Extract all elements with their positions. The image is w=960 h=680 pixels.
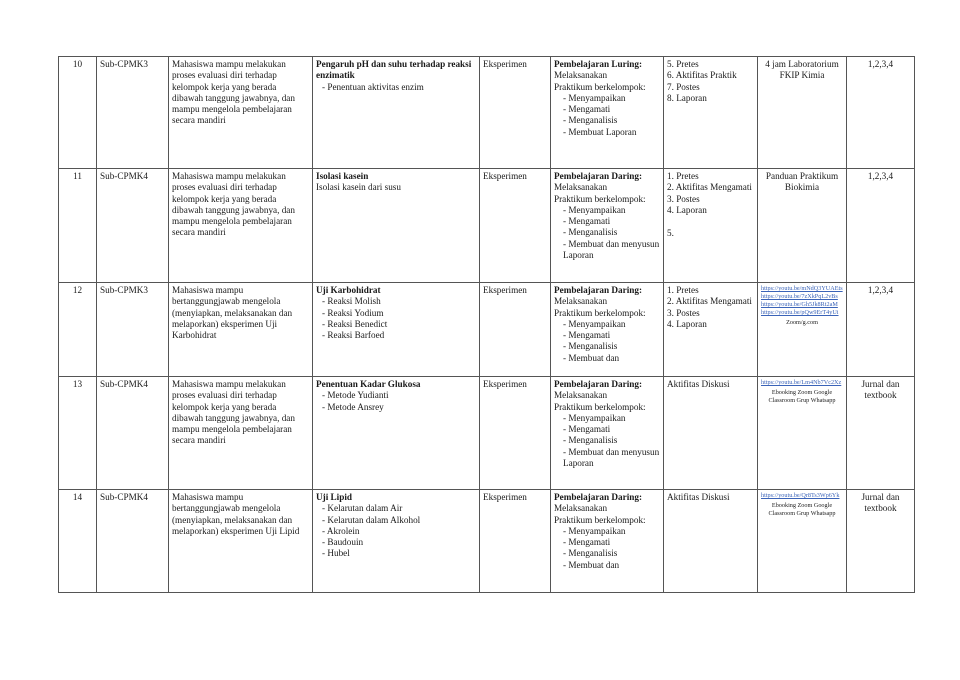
learning-item: - Menganalisis xyxy=(563,548,660,559)
cpmk-cell: Sub-CPMK4 xyxy=(97,377,169,490)
topic-text: Isolasi kasein dari susu xyxy=(316,182,401,193)
table-row xyxy=(59,283,915,377)
learning-list xyxy=(554,526,660,571)
topic-list xyxy=(316,390,476,413)
learning-title: Pembelajaran Daring: xyxy=(554,492,643,502)
resource-note: Ebooking Zoom Google Classroom Grup Whatsapp xyxy=(768,502,836,517)
resource-link[interactable]: https://youtu.be/Gh5Jk8Rt2aM xyxy=(761,301,838,308)
resource-link[interactable]: https://youtu.be/mNdQ3YUAEts xyxy=(761,285,843,292)
learning-title: Pembelajaran Daring: xyxy=(554,379,643,389)
learning-item: - Menganalisis xyxy=(563,435,660,446)
learning-item: - Mengamati xyxy=(563,216,660,227)
assessment-item xyxy=(667,182,754,193)
topic-item: - Kelarutan dalam Air xyxy=(322,503,476,514)
description-cell: Mahasiswa mampu bertanggungjawab mengelola (menyiapkan, melaksanakan dan melaporkan) eksperimen Uji Lipid xyxy=(169,490,313,593)
learning-line: Melaksanakan xyxy=(554,182,608,193)
learning-cell xyxy=(551,377,664,490)
learning-line: Praktikum berkelompok: xyxy=(554,401,646,412)
resource-cell: 4 jam Laboratorium FKIP Kimia xyxy=(758,57,847,169)
reference-cell: 1,2,3,4 xyxy=(847,283,915,377)
topic-list xyxy=(316,82,476,93)
assessment-cell: Aktifitas Diskusi xyxy=(664,377,758,490)
table-row xyxy=(59,490,915,593)
table-row xyxy=(59,377,915,490)
learning-item: - Menganalisis xyxy=(563,227,660,238)
assessment-number: 7. xyxy=(667,81,674,92)
learning-item: - Mengamati xyxy=(563,424,660,435)
learning-list xyxy=(554,413,660,469)
assessment-number: 3. xyxy=(667,193,674,204)
assessment-text: Laporan xyxy=(676,92,707,103)
topic-item: - Penentuan aktivitas enzim xyxy=(322,82,476,93)
assessment-item xyxy=(667,296,754,307)
assessment-number: 8. xyxy=(667,92,674,103)
learning-item: - Mengamati xyxy=(563,104,660,115)
resource-cell xyxy=(758,490,847,593)
assessment-number: 4. xyxy=(667,204,674,215)
learning-title: Pembelajaran Daring: xyxy=(554,171,643,181)
topic-cell xyxy=(313,283,480,377)
topic-cell xyxy=(313,377,480,490)
assessment-number: 5. xyxy=(667,59,674,69)
assessment-cell xyxy=(664,57,758,169)
topic-item: - Kelarutan dalam Alkohol xyxy=(322,515,476,526)
topic-title: Uji Karbohidrat xyxy=(316,285,381,295)
document-page xyxy=(58,56,915,593)
description-cell: Mahasiswa mampu bertanggungjawab mengelola (menyiapkan, melaksanakan dan melaporkan) eksperimen Uji Karbohidrat xyxy=(169,283,313,377)
learning-list xyxy=(554,93,660,138)
row-number: 11 xyxy=(59,169,97,283)
assessment-text: Laporan xyxy=(676,318,707,329)
resource-cell: Panduan Praktikum Biokimia xyxy=(758,169,847,283)
learning-line: Praktikum berkelompok: xyxy=(554,307,646,318)
assessment-item xyxy=(667,82,754,93)
topic-cell xyxy=(313,57,480,169)
description-cell: Mahasiswa mampu melakukan proses evaluasi diri terhadap kelompok kerja yang berada dibawah tanggung jawabnya, dan mampu mengelola pembelajaran secara mandiri xyxy=(169,57,313,169)
learning-item: - Menganalisis xyxy=(563,341,660,352)
resource-link[interactable]: https://youtu.be/7zXkPqL2vBs xyxy=(761,293,838,300)
learning-cell xyxy=(551,57,664,169)
assessment-number: 1. xyxy=(667,285,674,295)
learning-list xyxy=(554,319,660,364)
assessment-text: Postes xyxy=(676,81,700,92)
learning-item: - Menyampaikan xyxy=(563,205,660,216)
learning-item: - Menyampaikan xyxy=(563,319,660,330)
topic-cell xyxy=(313,490,480,593)
learning-line: Praktikum berkelompok: xyxy=(554,514,646,525)
assessment-text: Laporan xyxy=(676,204,707,215)
resource-note: Zoom/g.com xyxy=(786,319,818,326)
resource-cell xyxy=(758,377,847,490)
learning-item: - Membuat dan menyusun Laporan xyxy=(563,447,660,470)
assessment-text: Pretes xyxy=(676,59,699,69)
resource-link[interactable]: https://youtu.be/Qr8Ts3Wp6Yk xyxy=(761,492,840,499)
table-row xyxy=(59,169,915,283)
assessment-number: 1. xyxy=(667,171,674,181)
learning-line: Melaksanakan xyxy=(554,70,608,81)
assessment-text: Aktifitas Mengamati xyxy=(675,182,752,193)
assessment-item xyxy=(667,59,754,70)
cpmk-cell: Sub-CPMK4 xyxy=(97,490,169,593)
learning-list xyxy=(554,205,660,261)
assessment-text: Aktifitas Praktik xyxy=(675,70,737,81)
assessment-item xyxy=(667,194,754,205)
method-cell: Eksperimen xyxy=(480,57,551,169)
learning-line: Melaksanakan xyxy=(554,503,608,514)
method-cell: Eksperimen xyxy=(480,169,551,283)
assessment-item xyxy=(667,93,754,104)
method-cell: Eksperimen xyxy=(480,283,551,377)
row-number: 12 xyxy=(59,283,97,377)
learning-line: Praktikum berkelompok: xyxy=(554,193,646,204)
assessment-item xyxy=(667,308,754,319)
resource-note: Ebooking Zoom Google Classroom Grup Whatsapp xyxy=(768,389,836,404)
cpmk-cell: Sub-CPMK4 xyxy=(97,169,169,283)
topic-item: - Metode Yudianti xyxy=(322,390,476,401)
topic-item: - Reaksi Barfoed xyxy=(322,330,476,341)
learning-title: Pembelajaran Daring: xyxy=(554,285,643,295)
row-number: 13 xyxy=(59,377,97,490)
cpmk-cell: Sub-CPMK3 xyxy=(97,283,169,377)
topic-title: Uji Lipid xyxy=(316,492,352,502)
assessment-text: Postes xyxy=(676,307,700,318)
topic-list xyxy=(316,503,476,559)
assessment-cell xyxy=(664,169,758,283)
learning-line: Melaksanakan xyxy=(554,296,608,307)
topic-title: Penentuan Kadar Glukosa xyxy=(316,379,421,389)
topic-item: - Reaksi Molish xyxy=(322,296,476,307)
assessment-number: 2. xyxy=(667,296,674,307)
assessment-number: 3. xyxy=(667,307,674,318)
learning-item: - Membuat dan xyxy=(563,560,660,571)
method-cell: Eksperimen xyxy=(480,490,551,593)
row-number: 14 xyxy=(59,490,97,593)
assessment-text: Pretes xyxy=(676,171,699,181)
table-row xyxy=(59,57,915,169)
learning-title: Pembelajaran Luring: xyxy=(554,59,643,69)
assessment-number: 6. xyxy=(667,70,674,81)
learning-item: - Mengamati xyxy=(563,537,660,548)
reference-cell: Jurnal dan textbook xyxy=(847,490,915,593)
learning-cell xyxy=(551,283,664,377)
description-cell: Mahasiswa mampu melakukan proses evaluasi diri terhadap kelompok kerja yang berada dibawah tanggung jawabnya, dan mampu mengelola pembelajaran secara mandiri xyxy=(169,377,313,490)
assessment-item xyxy=(667,171,754,182)
method-cell: Eksperimen xyxy=(480,377,551,490)
assessment-text: Pretes xyxy=(676,285,699,295)
resource-link[interactable]: https://youtu.be/pQw9ErT4yUi xyxy=(761,309,839,316)
assessment-number: 4. xyxy=(667,318,674,329)
topic-item: - Baudouin xyxy=(322,537,476,548)
cpmk-cell: Sub-CPMK3 xyxy=(97,57,169,169)
topic-cell xyxy=(313,169,480,283)
assessment-number: 5. xyxy=(667,228,674,239)
course-plan-table xyxy=(58,56,915,593)
assessment-number: 2. xyxy=(667,182,674,193)
learning-cell xyxy=(551,169,664,283)
learning-item: - Membuat Laporan xyxy=(563,127,660,138)
topic-item: - Reaksi Yodium xyxy=(322,308,476,319)
learning-cell xyxy=(551,490,664,593)
topic-item: - Metode Ansrey xyxy=(322,402,476,413)
resource-cell xyxy=(758,283,847,377)
assessment-item xyxy=(667,70,754,81)
reference-cell: 1,2,3,4 xyxy=(847,57,915,169)
learning-item: - Menyampaikan xyxy=(563,93,660,104)
assessment-item xyxy=(667,319,754,330)
topic-title: Pengaruh pH dan suhu terhadap reaksi enzimatik xyxy=(316,59,472,81)
learning-line: Melaksanakan xyxy=(554,390,608,401)
topic-title: Isolasi kasein xyxy=(316,171,369,181)
topic-item: - Reaksi Benedict xyxy=(322,319,476,330)
reference-cell: 1,2,3,4 xyxy=(847,169,915,283)
learning-item: - Menyampaikan xyxy=(563,413,660,424)
assessment-text: Aktifitas Mengamati xyxy=(675,296,752,307)
assessment-item xyxy=(667,205,754,216)
learning-item: - Membuat dan xyxy=(563,353,660,364)
learning-item: - Menganalisis xyxy=(563,115,660,126)
learning-line: Praktikum berkelompok: xyxy=(554,81,646,92)
resource-link[interactable]: https://youtu.be/Lm4Nb7Vc2Xz xyxy=(761,379,842,386)
topic-item: - Hubel xyxy=(322,548,476,559)
assessment-cell xyxy=(664,283,758,377)
learning-item: - Membuat dan menyusun Laporan xyxy=(563,239,660,262)
assessment-cell: Aktifitas Diskusi xyxy=(664,490,758,593)
reference-cell: Jurnal dan textbook xyxy=(847,377,915,490)
topic-list xyxy=(316,296,476,341)
assessment-item xyxy=(667,285,754,296)
learning-item: - Menyampaikan xyxy=(563,526,660,537)
description-cell: Mahasiswa mampu melakukan proses evaluasi diri terhadap kelompok kerja yang berada dibawah tanggung jawabnya, dan mampu mengelola pembelajaran secara mandiri xyxy=(169,169,313,283)
assessment-text: Postes xyxy=(676,193,700,204)
topic-item: - Akrolein xyxy=(322,526,476,537)
learning-item: - Mengamati xyxy=(563,330,660,341)
row-number: 10 xyxy=(59,57,97,169)
